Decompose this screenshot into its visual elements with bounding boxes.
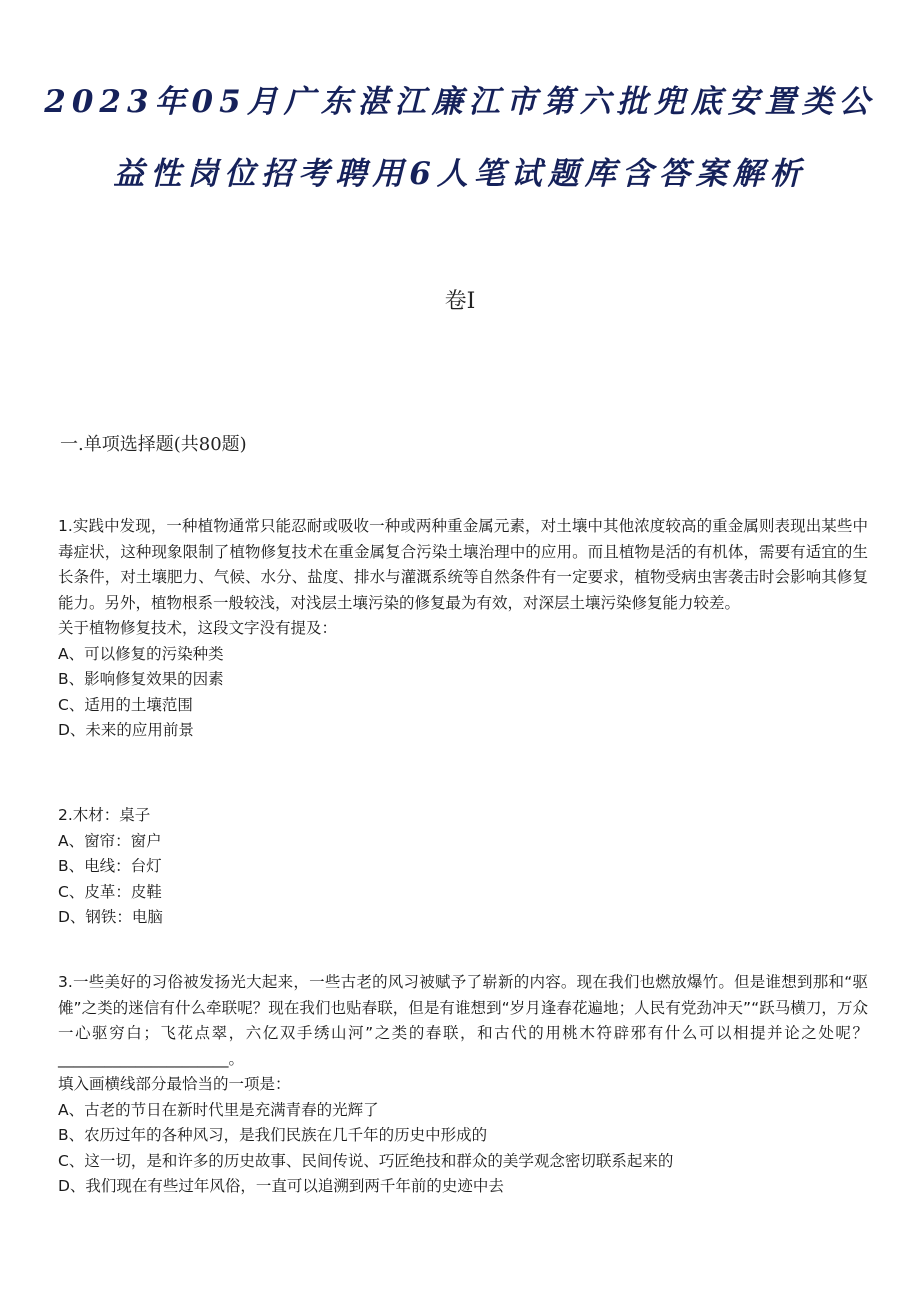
volume-label: 卷I bbox=[444, 289, 476, 314]
option-b: B、电线：台灯 bbox=[58, 857, 162, 875]
option-a: A、窗帘：窗户 bbox=[58, 831, 162, 850]
document-title-line-1: 2023年05月广东湛江廉江市第六批兜底安置类公 bbox=[44, 84, 876, 120]
option-c: C、适用的土壤范围 bbox=[58, 695, 193, 714]
question-prompt: 填入画横线部分最恰当的一项是： bbox=[58, 1075, 291, 1093]
question-2 bbox=[58, 803, 868, 931]
option-c: C、这一切，是和许多的历史故事、民间传说、巧匠绝技和群众的美学观念密切联系起来的 bbox=[58, 1151, 674, 1170]
option-d: D、钢铁：电脑 bbox=[58, 908, 163, 926]
question-stem: 3.一些美好的习俗被发扬光大起来，一些古老的风习被赋予了崭新的内容。现在我们也燃放爆竹。但是谁想到那和“驱傩”之类的迷信有什么牵联呢？现在我们也贴春联，但是有谁想到“岁月逢春花遍地；人民有党劲冲天”“跃马横刀，万众一心驱穷白；飞花点翠，六亿双手绣山河”之类的春联，和古代的用桃木符辟邪有什么可以相提并论之处呢？______________________。 bbox=[58, 973, 868, 1068]
document-title-line-2: 益性岗位招考聘用6人笔试题库含答案解析 bbox=[113, 156, 807, 192]
option-b: B、影响修复效果的因素 bbox=[58, 670, 224, 688]
question-stem: 1.实践中发现，一种植物通常只能忍耐或吸收一种或两种重金属元素，对土壤中其他浓度较高的重金属则表现出某些中毒症状，这种现象限制了植物修复技术在重金属复合污染土壤治理中的应用。而且植物是活的有机体，需要有适宜的生长条件，对土壤肥力、气候、水分、盐度、排水与灌溉系统等自然条件有一定要求，植物受病虫害袭击时会影响其修复能力。另外，植物根系一般较浅，对浅层土壤污染的修复最为有效，对深层土壤污染修复能力较差。 bbox=[58, 517, 868, 612]
option-a: A、古老的节日在新时代里是充满青春的光辉了 bbox=[58, 1100, 379, 1119]
option-d: D、未来的应用前景 bbox=[58, 721, 194, 739]
question-prompt: 关于植物修复技术，这段文字没有提及： bbox=[58, 619, 338, 637]
question-3 bbox=[58, 970, 868, 1200]
question-1 bbox=[58, 514, 868, 744]
section-heading: 一.单项选择题(共80题) bbox=[60, 434, 247, 455]
question-stem: 2.木材：桌子 bbox=[58, 806, 151, 824]
option-b: B、农历过年的各种风习，是我们民族在几千年的历史中形成的 bbox=[58, 1126, 488, 1144]
option-d: D、我们现在有些过年风俗，一直可以追溯到两千年前的史迹中去 bbox=[58, 1177, 504, 1195]
option-c: C、皮革：皮鞋 bbox=[58, 882, 162, 901]
option-a: A、可以修复的污染种类 bbox=[58, 644, 224, 663]
